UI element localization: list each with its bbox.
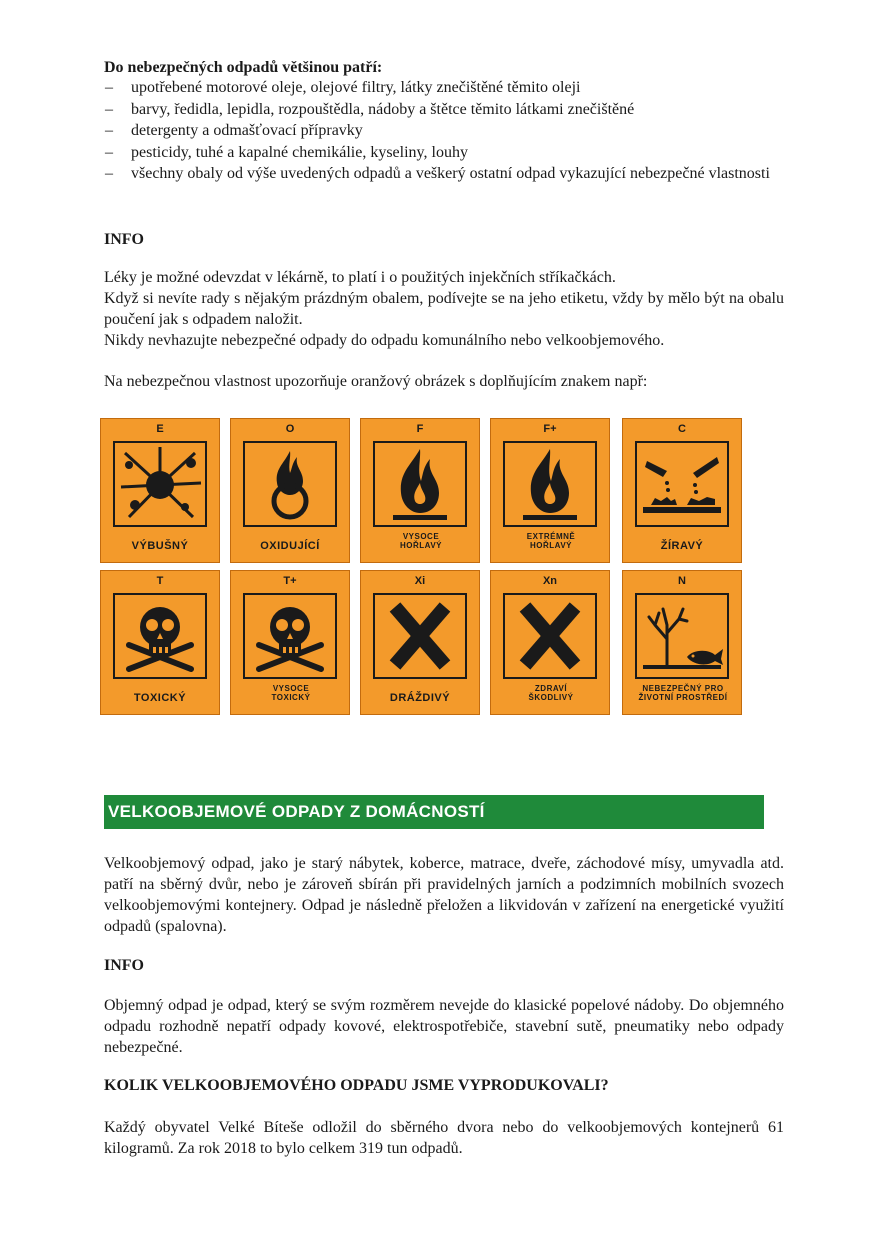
list-item: – detergenty a odmašťovací přípravky	[104, 120, 784, 142]
hazard-symbol-corrosive	[622, 418, 742, 563]
section-banner: VELKOOBJEMOVÉ ODPADY Z DOMÁCNOSTÍ	[104, 795, 764, 829]
hazard-name: EXTRÉMNĚ HOŘLAVÝ	[526, 532, 576, 550]
hazard-symbol-irritant	[360, 570, 480, 715]
list-item: – pesticidy, tuhé a kapalné chemikálie, kyseliny, louhy	[104, 142, 784, 164]
hazardous-waste-heading: Do nebezpečných odpadů většinou patří:	[104, 59, 383, 76]
flame-icon	[375, 443, 465, 525]
info-line-packaging: Když si nevíte rady s nějakým prázdným obalem, podívejte se na jeho etiketu, vždy by mělo být na obalu poučení jak s odpadem naložit.	[104, 290, 784, 328]
hazard-name: VYSOCE TOXICKÝ	[271, 684, 311, 702]
hazard-code: O	[285, 423, 295, 435]
hazard-code: Xi	[414, 575, 426, 587]
hazard-code: C	[678, 423, 686, 435]
explosion-icon	[115, 443, 205, 525]
hazard-symbol-extremely-flammable	[490, 418, 610, 563]
hazard-code: N	[678, 575, 686, 587]
hazard-symbol-toxic	[100, 570, 220, 715]
hazard-symbol-explosive	[100, 418, 220, 563]
hazard-symbol-very-toxic	[230, 570, 350, 715]
hazard-name: TOXICKÝ	[133, 692, 187, 704]
hazard-name: VYSOCE HOŘLAVÝ	[399, 532, 443, 550]
hazard-code: T+	[283, 575, 297, 587]
hazard-name: NEBEZPEČNÝ PRO ŽIVOTNÍ PROSTŘEDÍ	[638, 684, 728, 702]
flame-icon	[505, 443, 595, 525]
hazard-code: Xn	[542, 575, 558, 587]
corrosion-icon	[637, 443, 727, 525]
hazard-name: OXIDUJÍCÍ	[260, 540, 320, 552]
hazard-name: VÝBUŠNÝ	[131, 540, 189, 552]
skull-crossbones-icon	[245, 595, 335, 677]
list-item: – barvy, ředidla, lepidla, rozpouštědla, nádoby a štětce těmito látkami znečištěné	[104, 99, 784, 121]
info-heading: INFO	[104, 957, 144, 974]
info-heading: INFO	[104, 231, 144, 248]
list-item: – všechny obaly od výše uvedených odpadů a veškerý ostatní odpad vykazující nebezpečné vlastnosti	[104, 163, 784, 185]
hazard-symbol-environment	[622, 570, 742, 715]
dead-tree-fish-icon	[637, 595, 727, 677]
cross-icon	[505, 595, 595, 677]
hazard-symbol-highly-flammable	[360, 418, 480, 563]
bulky-waste-paragraph: Velkoobjemový odpad, jako je starý nábytek, koberce, matrace, dveře, záchodové mísy, umyvadla atd. patří na sběrný dvůr, nebo je zároveň sbírán při pravidelných jarních a podzimních mobilních svozech velkoobjemovými kontejnery. Odpad je následně přeložen a likvidován v zařízení na energetické využití odpadů (spalovna).	[104, 855, 784, 935]
symbols-intro: Na nebezpečnou vlastnost upozorňuje oranžový obrázek s doplňujícím znakem např:	[104, 373, 648, 390]
list-item: – upotřebené motorové oleje, olejové filtry, látky znečištěné těmito oleji	[104, 77, 784, 99]
cross-icon	[375, 595, 465, 677]
hazard-code: F	[416, 423, 424, 435]
produced-heading: KOLIK VELKOOBJEMOVÉHO ODPADU JSME VYPRODUKOVALI?	[104, 1077, 609, 1094]
info-line-medicines: Léky je možné odevzdat v lékárně, to platí i o použitých injekčních stříkačkách.	[104, 269, 616, 286]
hazard-symbol-harmful	[490, 570, 610, 715]
skull-crossbones-icon	[115, 595, 205, 677]
hazard-code: T	[156, 575, 164, 587]
hazard-code: E	[156, 423, 164, 435]
hazard-name: DRÁŽDIVÝ	[389, 692, 451, 704]
produced-paragraph: Každý obyvatel Velké Bíteše odložil do sběrného dvora nebo do velkoobjemových kontejnerů 61 kilogramů. Za rok 2018 to bylo celkem 319 tun odpadů.	[104, 1119, 784, 1157]
flame-over-circle-icon	[245, 443, 335, 525]
hazard-name: ŽÍRAVÝ	[660, 540, 704, 552]
hazard-symbol-oxidizing	[230, 418, 350, 563]
hazardous-waste-list	[104, 77, 784, 185]
hazard-name: ZDRAVÍ ŠKODLIVÝ	[528, 684, 574, 702]
hazard-code: F+	[543, 423, 557, 435]
bulky-info-paragraph: Objemný odpad je odpad, který se svým rozměrem nevejde do klasické popelové nádoby. Do objemného odpadu rozhodně nepatří odpady kovové, elektrospotřebiče, stavební sutě, pneumatiky nebo odpady nebezpečné.	[104, 997, 784, 1056]
info-line-never: Nikdy nevhazujte nebezpečné odpady do odpadu komunálního nebo velkoobjemového.	[104, 332, 665, 349]
